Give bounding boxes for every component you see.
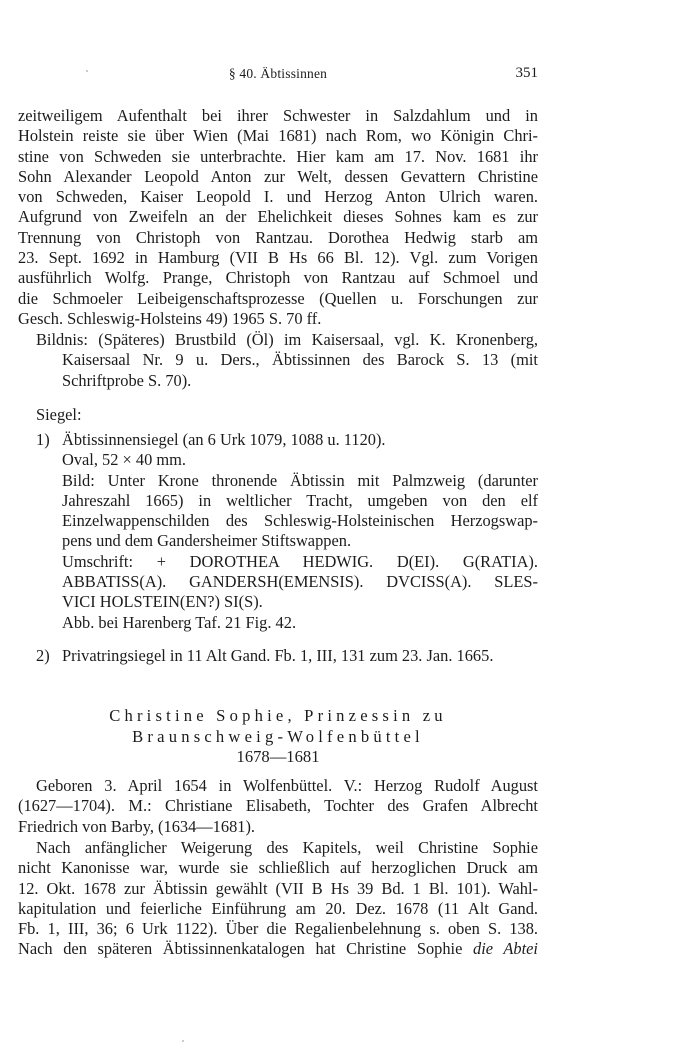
text-line: Bild: Unter Krone thronende Äbtissin mit Palmzweig (darunter xyxy=(62,470,538,490)
title-line: Braunschweig-Wolfenbüttel xyxy=(132,726,424,746)
text-line: Umschrift: + DOROTHEA HEDWIG. D(EI). G(RATIA). xyxy=(62,551,538,571)
text-line: (1627—1704). M.: Christiane Elisabeth, Tochter des Grafen Albrecht xyxy=(18,796,538,816)
paragraph-birth xyxy=(18,776,538,837)
text-line: Nach anfänglicher Weigerung des Kapitels, weil Christine Sophie xyxy=(36,838,538,857)
text-line: Schriftprobe S. 70). xyxy=(62,370,192,390)
text-line: die Schmoeler Leibeigenschaftsprozesse (Quellen u. Forschungen zur xyxy=(18,288,538,308)
scan-speck xyxy=(182,1040,184,1042)
list-number: 1) xyxy=(36,430,50,449)
title-line: Christine Sophie, Prinzessin zu xyxy=(109,706,447,725)
text-line: VICI HOLSTEIN(EN?) SI(S). xyxy=(62,592,263,612)
bildnis-note xyxy=(18,330,538,391)
text-line: Friedrich von Barby, (1634—1681). xyxy=(18,816,256,836)
italic-text: die Abtei xyxy=(473,939,538,959)
text-line: ABBATISS(A). GANDERSH(EMENSIS). DVCISS(A). SLES- xyxy=(62,572,538,592)
siegel-section xyxy=(18,405,538,425)
list-number: 2) xyxy=(36,646,50,665)
siegel-label: Siegel: xyxy=(36,405,82,424)
text-line: pens und dem Gandersheimer Stiftswappen. xyxy=(62,531,352,551)
title-dates: 1678—1681 xyxy=(236,747,320,766)
text-line: Kaisersaal Nr. 9 u. Ders., Äbtissinnen des Barock S. 13 (mit xyxy=(62,350,538,370)
text-line: zeitweiligem Aufenthalt bei ihrer Schwester in Salzdahlum und in xyxy=(18,106,538,125)
page-header xyxy=(18,66,538,86)
siegel-item-1 xyxy=(18,430,538,633)
section-title xyxy=(18,706,538,768)
text-line: Holstein reiste sie über Wien (Mai 1681) nach Rom, wo Königin Chri- xyxy=(18,126,538,146)
text-line: Oval, 52 × 40 mm. xyxy=(62,450,186,470)
line-text: Nach den späteren Äbtissinnenkatalogen hat Christine Sophie xyxy=(18,939,463,959)
siegel-line: Privatringsiegel in 11 Alt Gand. Fb. 1, III, 131 zum 23. Jan. 1665. xyxy=(62,646,494,665)
text-line: nicht Kanonisse war, wurde sie schließlich auf herzoglichen Druck am xyxy=(18,858,538,878)
text-line: stine von Schweden sie unterbrachte. Hier kam am 17. Nov. 1681 ihr xyxy=(18,146,538,166)
text-line: von Schweden, Kaiser Leopold I. und Herzog Anton Ulrich waren. xyxy=(18,187,538,207)
page-number: 351 xyxy=(515,65,538,81)
text-line: Gesch. Schleswig-Holsteins 49) 1965 S. 70 ff. xyxy=(18,308,322,328)
text-line: ausführlich Wolfg. Prange, Christoph von Rantzau auf Schmoel und xyxy=(18,268,538,288)
text-line: Sohn Alexander Leopold Anton zur Welt, dessen Gevattern Christine xyxy=(18,166,538,186)
text-line: Aufgrund von Zweifeln an der Ehelichkeit dieses Sohnes kam es zur xyxy=(18,207,538,227)
text-line: 23. Sept. 1692 in Hamburg (VII B Hs 66 Bl. 12). Vgl. zum Vorigen xyxy=(18,248,538,268)
text-line: kapitulation und feierliche Einführung am 20. Dez. 1678 (11 Alt Gand. xyxy=(18,898,538,918)
text-line: Fb. 1, III, 36; 6 Urk 1122). Über die Regalienbelehnung s. oben S. 138. xyxy=(18,919,538,939)
text-line: Einzelwappenschilden des Schleswig-Holsteinischen Herzogswap- xyxy=(62,511,538,531)
text-line: Abb. bei Harenberg Taf. 21 Fig. 42. xyxy=(62,612,297,632)
paragraph-continuation xyxy=(18,106,538,329)
text-line xyxy=(18,646,538,666)
text-line: Geboren 3. April 1654 in Wolfenbüttel. V.: Herzog Rudolf August xyxy=(36,776,538,795)
siegel-item-2 xyxy=(18,646,538,666)
text-line: Jahreszahl 1665) in weltlicher Tracht, umgeben von den elf xyxy=(62,490,538,510)
siegel-line: Äbtissinnensiegel (an 6 Urk 1079, 1088 u. 1120). xyxy=(62,430,386,449)
text-line: 12. Okt. 1678 zur Äbtissin gewählt (VII B Hs 39 Bd. 1 Bl. 101). Wahl- xyxy=(18,878,538,898)
running-head: § 40. Äbtissinnen xyxy=(228,66,328,81)
text-line xyxy=(18,430,538,450)
text-line: Trennung von Christoph von Rantzau. Dorothea Hedwig starb am xyxy=(18,227,538,247)
paragraph-election xyxy=(18,838,538,960)
text-line: Bildnis: (Späteres) Brustbild (Öl) im Kaisersaal, vgl. K. Kronenberg, xyxy=(36,330,538,349)
text-line xyxy=(18,939,538,959)
